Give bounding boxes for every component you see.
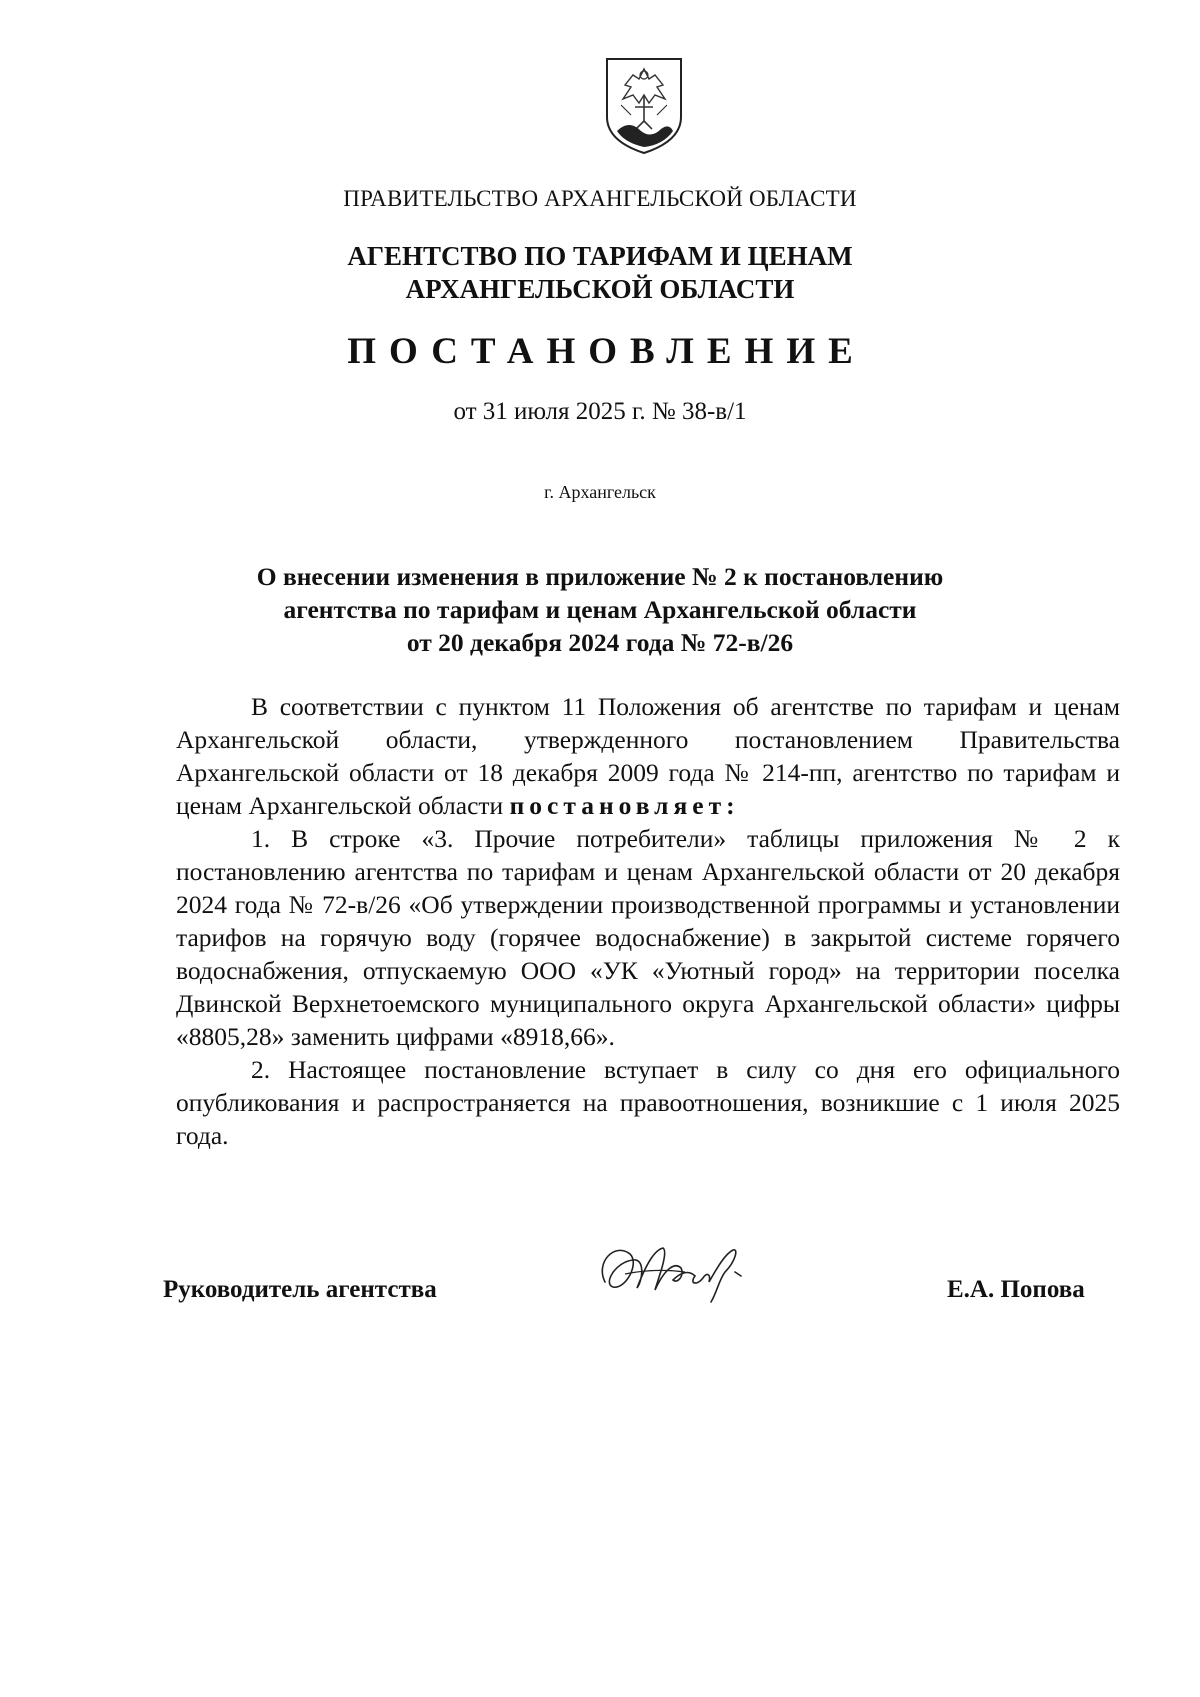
subject-line2: агентства по тарифам и ценам Архангельской области xyxy=(283,595,917,624)
item-2-paragraph: 2. Настоящее постановление вступает в силу со дня его официального опубликования и распространяется на правоотношения, возникшие с 1 июля 2025 года. xyxy=(176,1055,1120,1150)
agency-name-line2: АРХАНГЕЛЬСКОЙ ОБЛАСТИ xyxy=(405,274,795,304)
agency-name-line1: АГЕНТСТВО ПО ТАРИФАМ И ЦЕНАМ xyxy=(347,241,853,271)
preamble-paragraph xyxy=(176,690,1120,822)
subject-line3: от 20 декабря 2024 года № 72-в/26 xyxy=(406,628,794,657)
document-city: г. Архангельск xyxy=(544,482,656,502)
signatory-title: Руководитель агентства xyxy=(163,1276,437,1303)
document-body xyxy=(176,690,1120,1152)
preamble-text: В соответствии с пунктом 11 Положения об агентстве по тарифам и ценам Архангельской области, утвержденного постановлением Правительства Архангельской области от 18 декабря 2009 года № 214-пп, агентство по тарифам и ценам Архангельской области xyxy=(176,692,1120,820)
handwritten-signature-icon xyxy=(585,1232,775,1312)
subject-line1: О внесении изменения в приложение № 2 к постановлению xyxy=(256,562,944,591)
agency-name xyxy=(0,240,1200,306)
decides-word: постановляет: xyxy=(509,791,740,820)
signatory-name: Е.А. Попова xyxy=(947,1276,1085,1303)
document-date-number: от 31 июля 2025 г. № 38-в/1 xyxy=(453,398,747,425)
document-subject xyxy=(0,560,1200,659)
coat-of-arms-icon xyxy=(603,55,685,155)
government-name: ПРАВИТЕЛЬСТВО АРХАНГЕЛЬСКОЙ ОБЛАСТИ xyxy=(343,186,857,211)
item-1-paragraph: 1. В строке «3. Прочие потребители» таблицы приложения № 2 к постановлению агентства по тарифам и ценам Архангельской области от 20 декабря 2024 года № 72-в/26 «Об утверждении производственной программы и установлении тарифов на горячую воду (горячее водоснабжение) в закрытой системе горячего водоснабжения, отпускаемую ООО «УК «Уютный город» на территории поселка Двинской Верхнетоемского муниципального округа Архангельской области» цифры «8805,28» заменить цифрами «8918,66». xyxy=(176,824,1120,1051)
document-type: ПОСТАНОВЛЕНИЕ xyxy=(347,331,866,372)
